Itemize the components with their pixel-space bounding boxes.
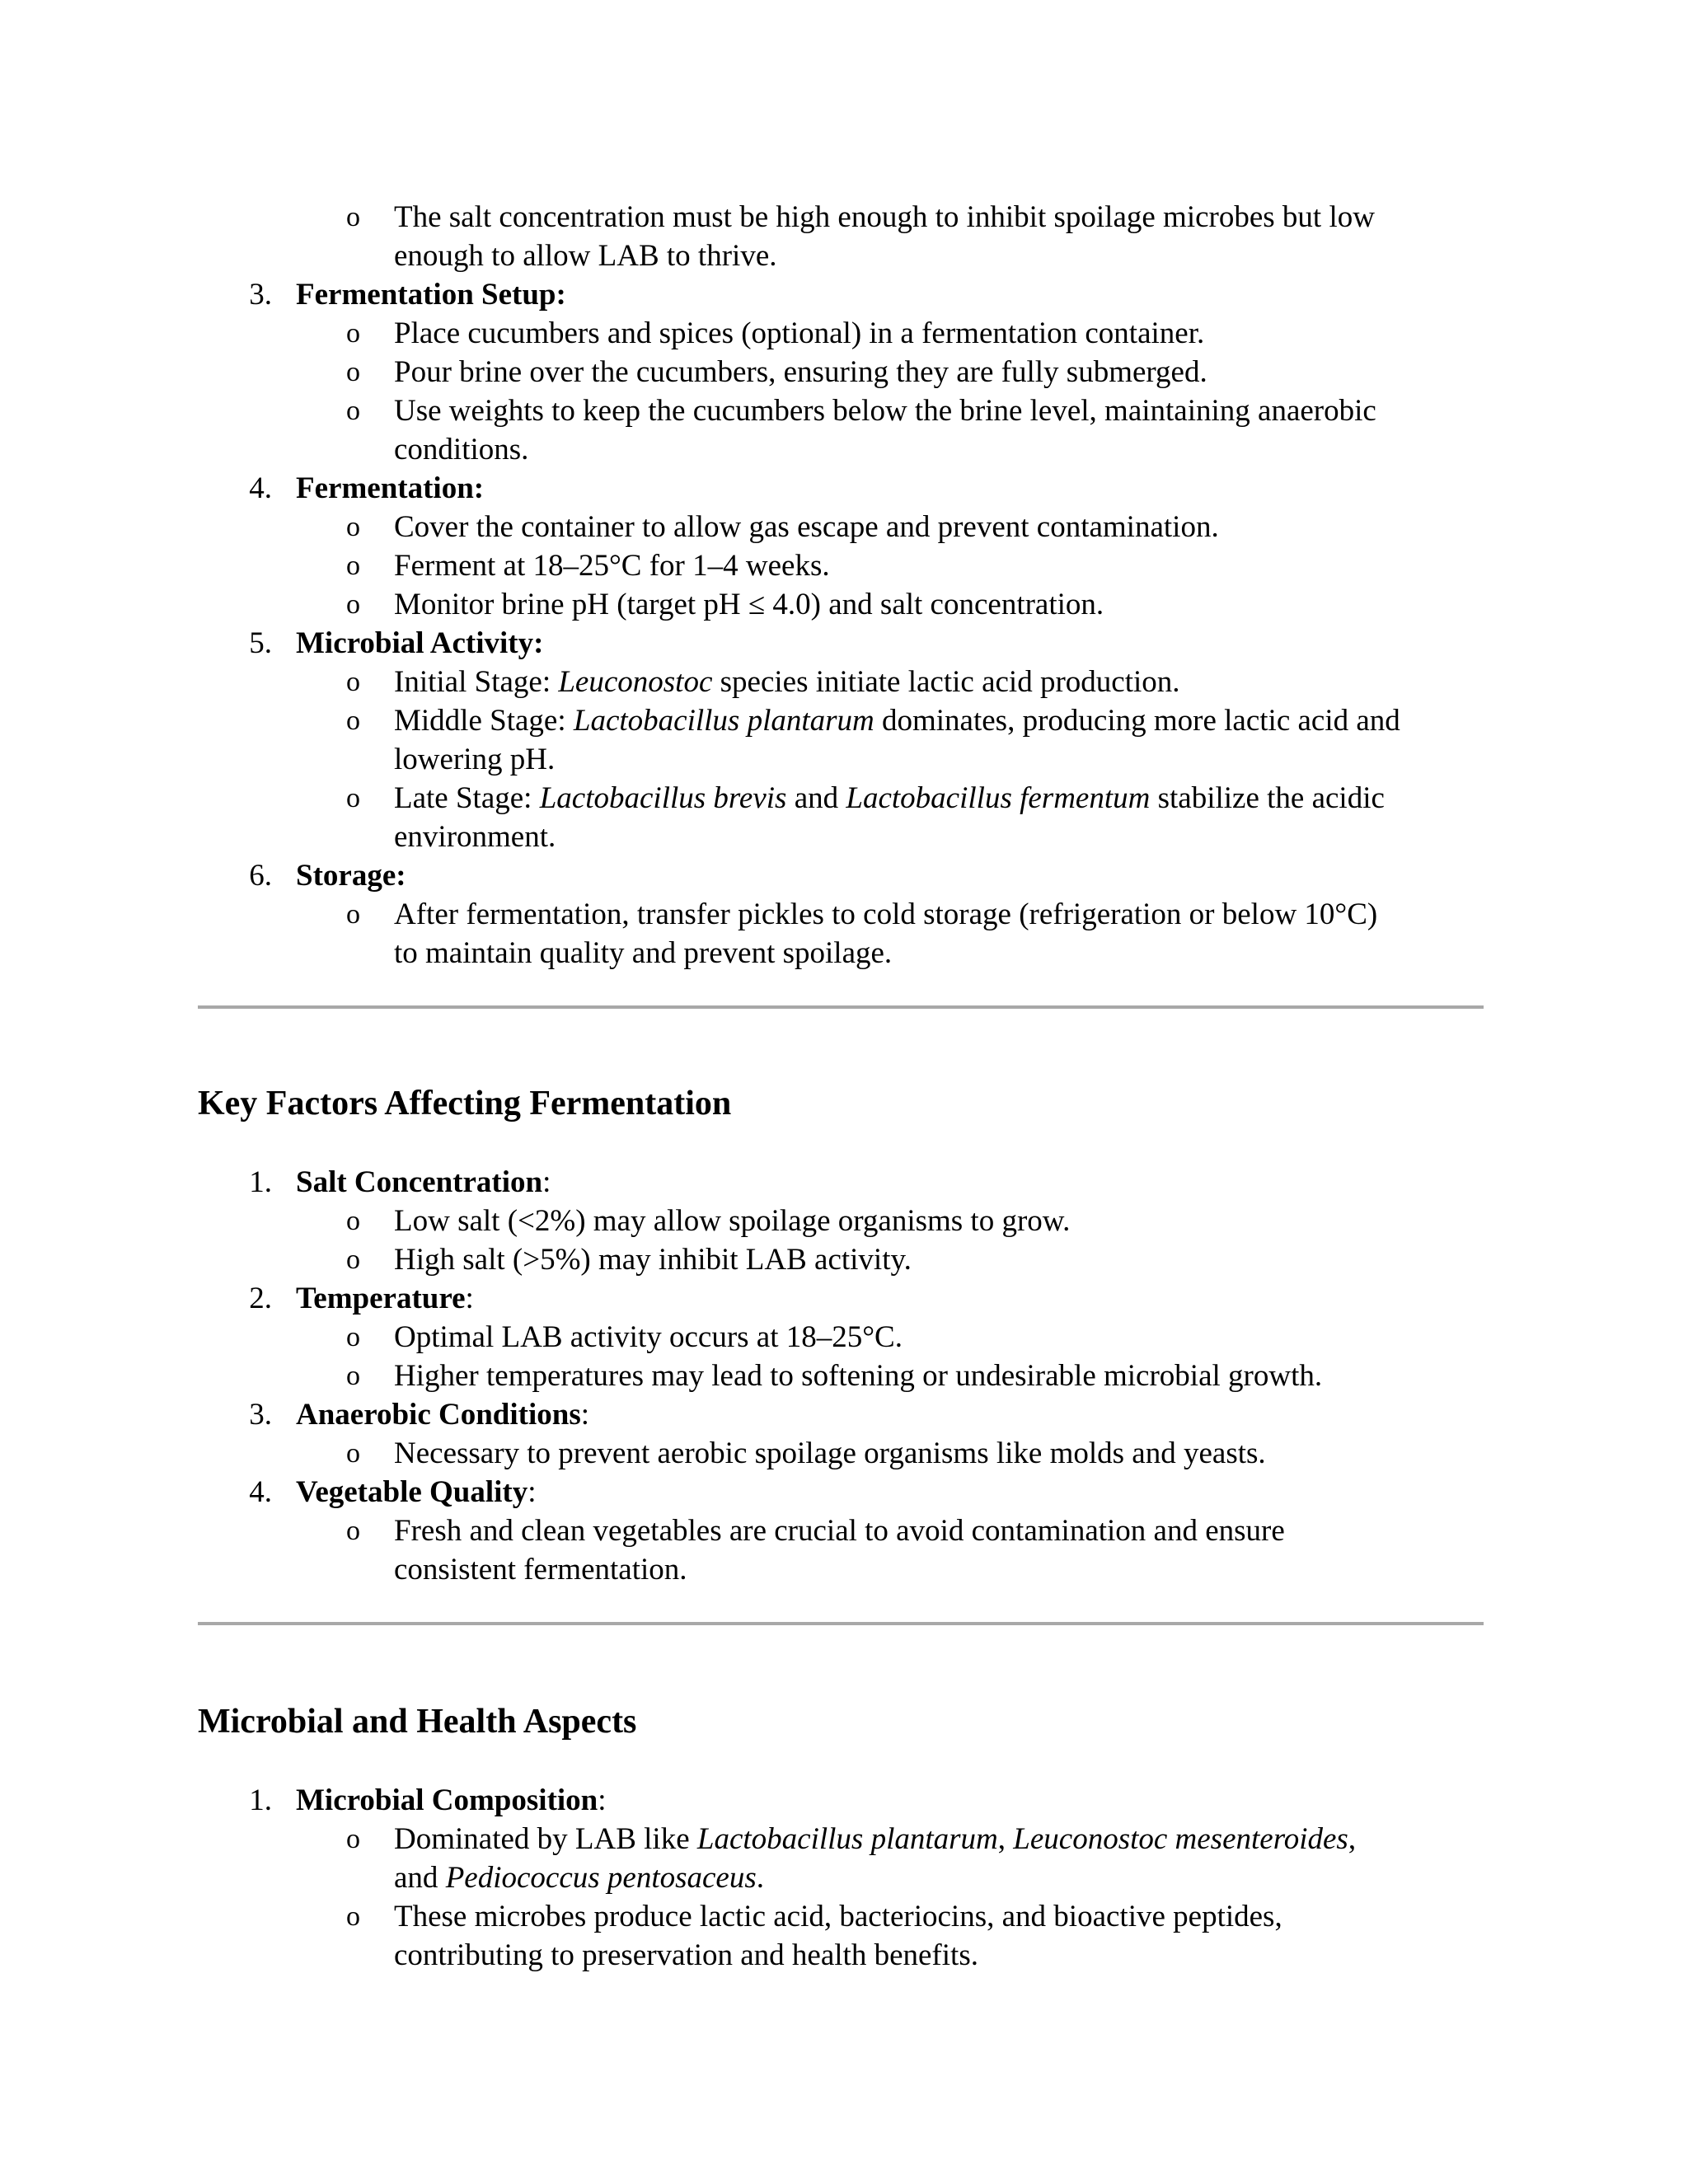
bullet-marker: o <box>346 899 360 930</box>
bullet-marker: o <box>346 1361 360 1391</box>
text-line: Use weights to keep the cucumbers below the brine level, maintaining anaerobic <box>394 394 1376 428</box>
bullet-marker: o <box>346 1516 360 1546</box>
text-line: to maintain quality and prevent spoilage. <box>394 936 893 970</box>
list-item-title: Fermentation Setup: <box>296 278 566 312</box>
text-line: After fermentation, transfer pickles to cold storage (refrigeration or below 10°C) <box>394 898 1378 931</box>
list-number: 3. <box>249 278 272 312</box>
bullet-marker: o <box>346 396 360 426</box>
bullet-marker: o <box>346 705 360 736</box>
text-line: Dominated by LAB like Lactobacillus plantarum, Leuconostoc mesenteroides, <box>394 1822 1357 1856</box>
list-number: 4. <box>249 471 272 505</box>
text-line: lowering pH. <box>394 743 556 776</box>
text-line: Initial Stage: Leuconostoc species initiate lactic acid production. <box>394 665 1180 699</box>
list-number: 1. <box>249 1165 272 1199</box>
text-line: Cover the container to allow gas escape and prevent contamination. <box>394 510 1219 544</box>
bullet-marker: o <box>346 589 360 620</box>
list-item-title: Anaerobic Conditions: <box>296 1398 590 1432</box>
list-number: 6. <box>249 859 272 893</box>
text-line: Late Stage: Lactobacillus brevis and Lactobacillus fermentum stabilize the acidic <box>394 781 1385 815</box>
text-line: Middle Stage: Lactobacillus plantarum dominates, producing more lactic acid and <box>394 704 1400 738</box>
text-line: Fresh and clean vegetables are crucial to avoid contamination and ensure <box>394 1514 1285 1548</box>
list-item-title: Fermentation: <box>296 471 485 505</box>
bullet-marker: o <box>346 1206 360 1236</box>
text-line: High salt (>5%) may inhibit LAB activity. <box>394 1243 912 1277</box>
list-number: 1. <box>249 1783 272 1817</box>
species-name: Pediococcus pentosaceus <box>445 1861 757 1895</box>
species-name: Lactobacillus plantarum <box>696 1822 998 1856</box>
bullet-marker: o <box>346 318 360 349</box>
list-item-title: Salt Concentration: <box>296 1165 551 1199</box>
bullet-marker: o <box>346 1438 360 1469</box>
text-line: Low salt (<2%) may allow spoilage organisms to grow. <box>394 1204 1071 1238</box>
horizontal-divider <box>198 1005 1484 1009</box>
text-line: Optimal LAB activity occurs at 18–25°C. <box>394 1320 903 1354</box>
text-line: These microbes produce lactic acid, bacteriocins, and bioactive peptides, <box>394 1900 1282 1933</box>
species-name: Leuconostoc <box>558 665 713 699</box>
text-line: Pour brine over the cucumbers, ensuring they are fully submerged. <box>394 355 1207 389</box>
bullet-marker: o <box>346 1244 360 1275</box>
bullet-marker: o <box>346 1824 360 1854</box>
text-line: enough to allow LAB to thrive. <box>394 239 777 273</box>
text-line: Necessary to prevent aerobic spoilage organisms like molds and yeasts. <box>394 1436 1266 1470</box>
text-line: Monitor brine pH (target pH ≤ 4.0) and salt concentration. <box>394 588 1104 621</box>
bullet-marker: o <box>346 512 360 542</box>
section-heading: Microbial and Health Aspects <box>198 1703 637 1741</box>
text-line: Higher temperatures may lead to softening or undesirable microbial growth. <box>394 1359 1323 1393</box>
bullet-marker: o <box>346 667 360 697</box>
list-item-title: Vegetable Quality: <box>296 1475 537 1509</box>
section-heading: Key Factors Affecting Fermentation <box>198 1085 732 1122</box>
species-name: Leuconostoc mesenteroides <box>1013 1822 1348 1856</box>
text-line: and Pediococcus pentosaceus. <box>394 1861 765 1895</box>
bullet-marker: o <box>346 357 360 387</box>
list-number: 2. <box>249 1282 272 1315</box>
bullet-marker: o <box>346 1901 360 1932</box>
text-line: Ferment at 18–25°C for 1–4 weeks. <box>394 549 830 583</box>
text-line: Place cucumbers and spices (optional) in a fermentation container. <box>394 316 1205 350</box>
species-name: Lactobacillus brevis <box>539 781 787 815</box>
text-line: contributing to preservation and health benefits. <box>394 1938 978 1972</box>
list-item-title: Microbial Composition: <box>296 1783 607 1817</box>
text-line: conditions. <box>394 433 529 466</box>
text-line: The salt concentration must be high enough to inhibit spoilage microbes but low <box>394 200 1375 234</box>
list-item-title: Microbial Activity: <box>296 626 544 660</box>
bullet-marker: o <box>346 551 360 581</box>
bullet-marker: o <box>346 202 360 232</box>
species-name: Lactobacillus fermentum <box>846 781 1151 815</box>
bullet-marker: o <box>346 783 360 813</box>
list-item-title: Temperature: <box>296 1282 474 1315</box>
list-number: 5. <box>249 626 272 660</box>
list-item-title: Storage: <box>296 859 406 893</box>
species-name: Lactobacillus plantarum <box>573 704 874 738</box>
list-number: 4. <box>249 1475 272 1509</box>
horizontal-divider <box>198 1622 1484 1625</box>
bullet-marker: o <box>346 1322 360 1352</box>
text-line: consistent fermentation. <box>394 1553 687 1586</box>
list-number: 3. <box>249 1398 272 1432</box>
text-line: environment. <box>394 820 556 854</box>
